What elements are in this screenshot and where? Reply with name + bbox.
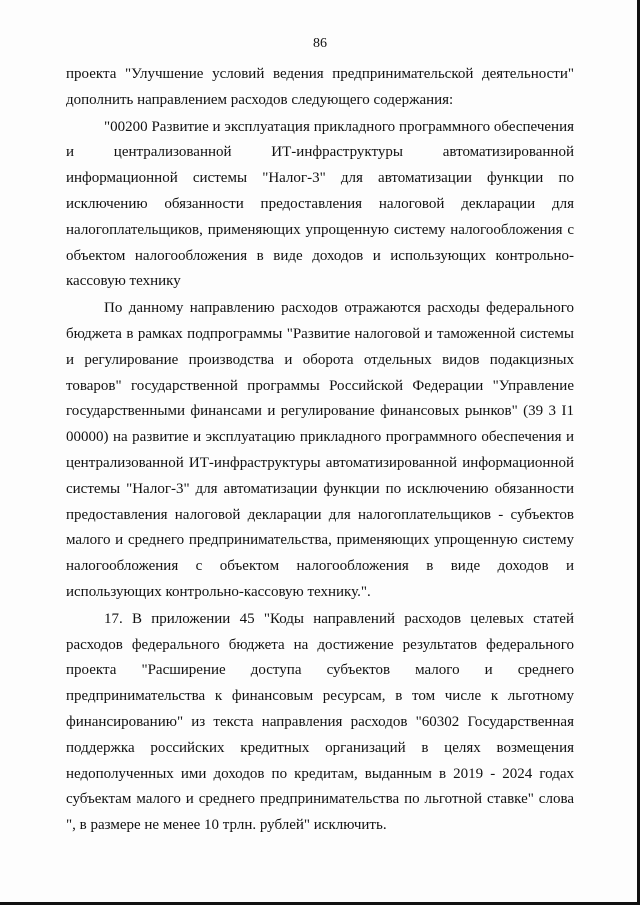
paragraph-expense-description: По данному направлению расходов отражаются расходы федерального бюджета в рамках подпрограммы "Развитие налоговой и таможенной системы и регулирование производства и оборота отдельных видов подакцизных товаров" государственной программы Российской Федерации "Управление государственными финансами и регулирование финансовых рынков" (39 3 I1 00000) на развитие и эксплуатацию прикладного программного обеспечения и централизованной ИТ-инфраструктуры автоматизированной информационной системы "Налог-3" для автоматизации функции по исключению обязанности предоставления налоговой декларации для налогоплательщиков - субъектов малого и среднего предпринимательства, применяющих упрощенную систему налогообложения с объектом налогообложения в виде доходов и использующих контрольно-кассовую технику.".	[66, 300, 574, 600]
page-number: 86	[313, 36, 327, 51]
paragraph-expense-00200: "00200 Развитие и эксплуатация прикладного программного обеспечения и централизованной ИТ-инфраструктуры автоматизированной информационной системы "Налог-3" для автоматизации функции по исключению обязанности предоставления налоговой декларации для налогоплательщиков, применяющих упрощенную систему налогообложения с объектом налогообложения в виде доходов и использующих контрольно-кассовую технику	[66, 118, 574, 290]
paragraph-intro: проекта "Улучшение условий ведения предпринимательской деятельности" дополнить направлением расходов следующего содержания:	[66, 66, 574, 108]
paragraph-item-17: 17. В приложении 45 "Коды направлений расходов целевых статей расходов федерального бюджета на достижение результатов федерального проекта "Расширение доступа субъектов малого и среднего предпринимательства к финансовым ресурсам, в том числе к льготному финансированию" из текста направления расходов "60302 Государственная поддержка российских кредитных организаций в целях возмещения недополученных ими доходов по кредитам, выданным в 2019 - 2024 годах субъектам малого и среднего предпринимательства по льготной ставке" слова ", в размере не менее 10 трлн. рублей" исключить.	[66, 610, 574, 834]
document-body	[66, 62, 574, 839]
